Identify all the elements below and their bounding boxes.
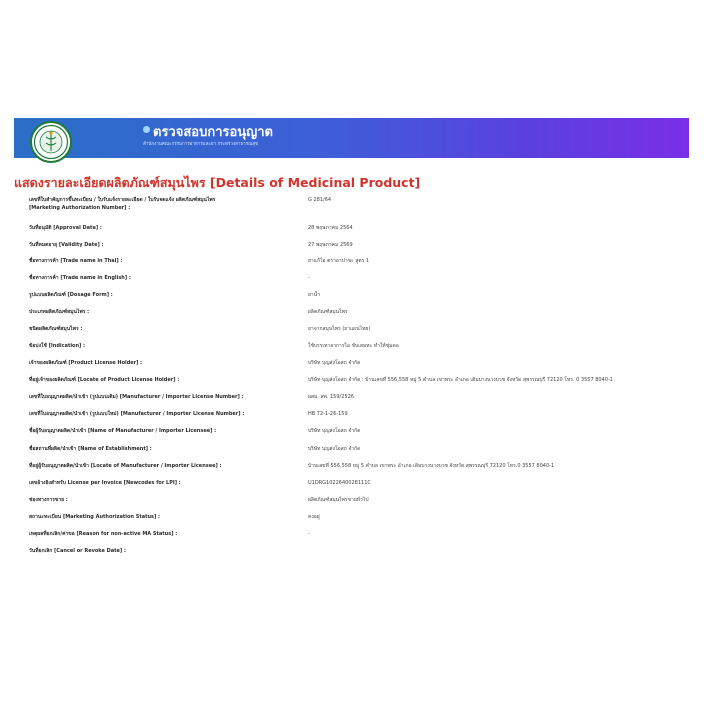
label-ma-number-line1: เลขที่ใบสำคัญการขึ้นทะเบียน / ใบรับแจ้งรายละเอียด / ใบรับจดแจ้ง ผลิตภัณฑ์สมุนไพร [29, 197, 216, 203]
value-license-number-old: ผสม. สพ. 159/2526 [308, 394, 354, 400]
label-ma-status: สถานะทะเบียน [Marketing Authorization Status] : [29, 514, 161, 520]
label-trade-name-thai: ชื่อทางการค้า [Trade name in Thai] : [29, 258, 123, 264]
value-indication: ใช้บรรเทาอาการไอ ขับเสมหะ ทำให้ชุ่มคอ [308, 343, 399, 349]
label-product-type: ชนิดผลิตภัณฑ์สมุนไพร : [29, 326, 83, 332]
label-ma-number-line2: [Marketing Authorization Number] : [29, 205, 131, 211]
value-approval-date: 28 พฤษภาคม 2564 [308, 225, 353, 231]
value-validity-date: 27 พฤษภาคม 2569 [308, 242, 353, 248]
label-license-number-new: เลขที่ใบอนุญาตผลิต/นำเข้า (รูปแบบใหม่) [Manufacturer / Importer License Number] : [29, 411, 245, 417]
header-subtitle: สำนักงานคณะกรรมการอาหารและยา กระทรวงสาธารณสุข [143, 142, 259, 147]
label-approval-date: วันที่อนุมัติ [Approval Date] : [29, 225, 102, 231]
label-cancel-date: วันที่ยกเลิก [Cancel or Revoke Date] : [29, 548, 126, 554]
label-non-active-reason: เหตุผลที่ยกเลิก/ค่าขอ [Reason for non-active MA Status] : [29, 531, 178, 537]
value-dosage-form: ยาน้ำ [308, 292, 320, 298]
value-lpi-code: U1DRG1022640028111C [308, 480, 371, 486]
label-licensee-address: ที่อยู่ผู้รับอนุญาตผลิต/นำเข้า [Locate of Manufacturer / Importer Licensee] : [29, 463, 222, 469]
label-dosage-form: รูปแบบผลิตภัณฑ์ [Dosage Form] : [29, 292, 113, 298]
value-product-type: ยาจากสมุนไพร (ยาแผนไทย) [308, 326, 371, 332]
value-non-active-reason: - [308, 531, 310, 537]
label-establishment-name: ชื่อสถานที่ผลิต/นำเข้า [Name of Establishment] : [29, 446, 152, 452]
label-license-holder-address: ที่อยู่เจ้าของผลิตภัณฑ์ [Locate of Product License Holder] : [29, 377, 180, 383]
label-license-number-old: เลขที่ใบอนุญาตผลิต/นำเข้า (รูปแบบเดิม) [Manufacturer / Importer License Number] : [29, 394, 244, 400]
value-license-number-new: HB 72-1-26-159 [308, 411, 348, 417]
label-license-holder: เจ้าของผลิตภัณฑ์ [Product License Holder] : [29, 360, 143, 366]
value-ma-status: คงอยู่ [308, 514, 320, 520]
value-product-category: ผลิตภัณฑ์สมุนไพร [308, 309, 348, 315]
value-licensee-address: บ้านเลขที่ 556,558 หมู่ 5 ตำบล เขาพระ อำเภอ เดิมบางนางบวช จังหวัด สุพรรณบุรี 72120 โทร.0 3557 8040-1 [308, 463, 555, 469]
label-indication: ข้อบ่งใช้ [Indication] : [29, 343, 86, 349]
label-trade-name-english: ชื่อทางการค้า [Trade name in English] : [29, 275, 131, 281]
label-licensee-name: ชื่อผู้รับอนุญาตผลิต/นำเข้า [Name of Manufacturer / Importer Licensee] : [29, 428, 217, 434]
label-validity-date: วันที่หมดอายุ [Validity Date] : [29, 242, 104, 248]
value-trade-name-english: - [308, 275, 310, 281]
header-title: ตรวจสอบการอนุญาต [153, 125, 274, 140]
value-license-holder: บริษัท บุญส่งโอสถ จำกัด [308, 360, 361, 366]
value-trade-name-thai: ยาแก้ไอ ตราอาปาขะ สูตร 1 [308, 258, 370, 264]
value-establishment-name: บริษัท บุญส่งโอสถ จำกัด [308, 446, 361, 452]
label-product-category: ประเภทผลิตภัณฑ์สมุนไพร : [29, 309, 90, 315]
value-sales-channel: ผลิตภัณฑ์สมุนไพรขายทั่วไป [308, 497, 369, 503]
value-ma-number: G 281/64 [308, 197, 332, 203]
label-lpi-code: เลขอ้างอิงสำหรับ License per Invoice [Newcodes for LPI] : [29, 480, 181, 486]
page-heading: แสดงรายละเอียดผลิตภัณฑ์สมุนไพร [Details of Medicinal Product] [14, 175, 421, 190]
label-sales-channel: ช่องทางการขาย : [29, 497, 68, 503]
value-license-holder-address: บริษัท บุญส่งโอสถ จำกัด : บ้านเลขที่ 556,558 หมู่ 5 ตำบล เขาพระ อำเภอ เดิมบางนางบวช จังหวัด สุพรรณบุรี 72120 โทร. 0 3557 8040-1 [308, 377, 613, 383]
value-licensee-name: บริษัท บุญส่งโอสถ จำกัด [308, 428, 361, 434]
